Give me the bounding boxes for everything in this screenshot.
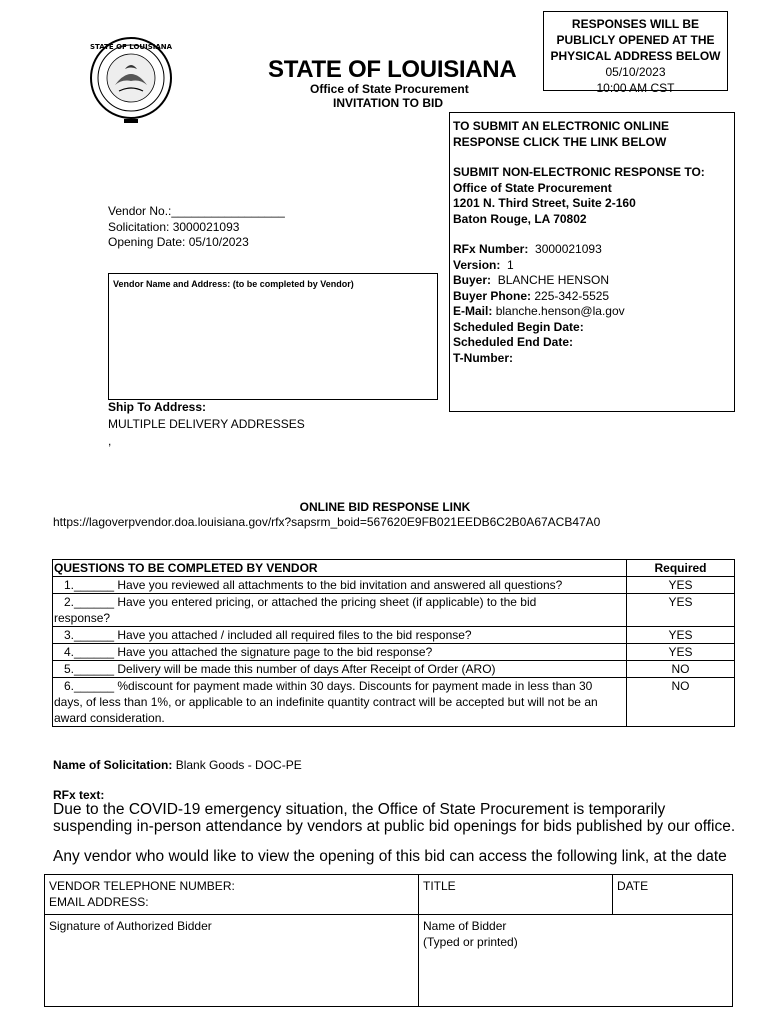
question-cell[interactable]: [53, 661, 627, 678]
required-value: YES: [627, 627, 735, 644]
title-label: TITLE: [423, 879, 456, 893]
required-header: Required: [627, 560, 735, 577]
opening-date: 05/10/2023: [605, 65, 666, 79]
rfx-text-paragraph-2: Any vendor who would like to view the opening of this bid can access the following link, at the date: [53, 848, 727, 865]
question-cell[interactable]: [53, 577, 627, 594]
begin-date-label: Scheduled Begin Date:: [453, 319, 584, 334]
online-bid-link[interactable]: https://lagoverpvendor.doa.louisiana.gov/rfx?sapsrm_boid=567620E9FB021EEDB6C2B0A67ACB47A0: [53, 515, 601, 529]
buyer-label: Buyer:: [453, 273, 492, 287]
vendor-phone-label: VENDOR TELEPHONE NUMBER:: [49, 879, 235, 893]
opening-line-2: PUBLICLY OPENED AT THE: [556, 33, 715, 47]
version-value: 1: [507, 257, 514, 272]
buyer-phone-row: [453, 289, 734, 305]
opening-date-line: Opening Date: 05/10/2023: [108, 235, 249, 249]
question-text: 2.______ Have you entered pricing, or attached the pricing sheet (if applicable) to the bid: [64, 595, 537, 609]
question-cell[interactable]: [53, 678, 627, 727]
opening-line-1: RESPONSES WILL BE: [571, 17, 700, 31]
ship-to-value: MULTIPLE DELIVERY ADDRESSES: [108, 417, 305, 431]
end-date-label: Scheduled End Date:: [453, 335, 574, 349]
solicitation-name: [53, 758, 302, 772]
vendor-email-label: EMAIL ADDRESS:: [49, 895, 149, 909]
questions-header-row: [53, 560, 735, 577]
required-value: YES: [627, 577, 735, 594]
address-line-2: 1201 N. Third Street, Suite 2-160: [453, 196, 636, 210]
ship-to-label: Ship To Address:: [108, 400, 207, 414]
bidder-name-sublabel: (Typed or printed): [423, 935, 518, 949]
buyer-phone-label: Buyer Phone:: [453, 288, 532, 303]
signature-table: [44, 874, 733, 1007]
vendor-name-address-field[interactable]: [108, 273, 438, 400]
vendor-name-address-label: Vendor Name and Address: (to be completed by Vendor): [113, 279, 354, 289]
date-label: DATE: [617, 879, 649, 893]
opening-notice-box: [543, 11, 728, 95]
rfx-number-row: [453, 242, 734, 258]
rfx-text-paragraph-1: Due to the COVID-19 emergency situation, the Office of State Procurement is temporarily suspending in-person attendance by vendors at public bid openings for bids published by our office.: [53, 801, 736, 835]
svg-text:STATE OF LOUISIANA: STATE OF LOUISIANA: [89, 43, 173, 51]
solicitation-name-label: Name of Solicitation:: [53, 758, 173, 772]
question-text: 6.______ %discount for payment made within 30 days. Discounts for payment made in less than 30: [64, 679, 593, 693]
office-name: Office of State Procurement: [310, 82, 469, 96]
question-row: [53, 661, 735, 678]
t-number-label: T-Number:: [453, 350, 513, 365]
bidder-name-field[interactable]: [419, 915, 733, 1007]
question-continuation: response?: [54, 611, 111, 625]
required-value: YES: [627, 594, 735, 627]
document-type: INVITATION TO BID: [333, 96, 443, 110]
buyer-row: [453, 273, 734, 289]
buyer-phone-value: 225-342-5525: [534, 288, 610, 303]
title-field[interactable]: [419, 875, 613, 915]
question-text: 5.______ Delivery will be made this number of days After Receipt of Order (ARO): [64, 662, 496, 676]
opening-time: 10:00 AM CST: [596, 81, 675, 95]
email-label: E-Mail:: [453, 304, 493, 318]
address-line-1: Office of State Procurement: [453, 180, 612, 195]
questions-table: [52, 559, 735, 727]
address-line-3: Baton Rouge, LA 70802: [453, 211, 587, 226]
email-row: [453, 304, 734, 320]
signature-row-bottom: [45, 915, 733, 1007]
required-value: NO: [627, 678, 735, 727]
signature-label: Signature of Authorized Bidder: [49, 919, 212, 933]
electronic-line-1: TO SUBMIT AN ELECTRONIC ONLINE: [453, 119, 669, 133]
date-field[interactable]: [613, 875, 733, 915]
ship-to-extra: ,: [108, 434, 112, 448]
required-value: NO: [627, 661, 735, 678]
ship-to-section: [108, 399, 305, 450]
question-continuation: days, of less than 1%, or applicable to an indefinite quantity contract will be accepted but will not be an award consideration.: [54, 695, 598, 725]
submission-info-box: [449, 112, 735, 412]
question-row: [53, 594, 735, 627]
contact-field[interactable]: [45, 875, 419, 915]
vendor-details: [108, 204, 285, 251]
question-text: 1.______ Have you reviewed all attachments to the bid invitation and answered all questions?: [64, 578, 563, 592]
state-seal-icon: [80, 35, 182, 125]
rfx-text-label: RFx text:: [53, 788, 105, 802]
question-row: [53, 678, 735, 727]
nonelectronic-heading: SUBMIT NON-ELECTRONIC RESPONSE TO:: [453, 165, 705, 179]
bidder-name-label: Name of Bidder: [423, 919, 507, 933]
electronic-line-2: RESPONSE CLICK THE LINK BELOW: [453, 134, 667, 149]
question-cell[interactable]: [53, 594, 627, 627]
opening-line-3: PHYSICAL ADDRESS BELOW: [550, 49, 721, 63]
question-text: 4.______ Have you attached the signature page to the bid response?: [64, 645, 433, 659]
questions-header: QUESTIONS TO BE COMPLETED BY VENDOR: [53, 560, 627, 577]
question-text: 3.______ Have you attached / included all required files to the bid response?: [64, 628, 472, 642]
signature-field[interactable]: [45, 915, 419, 1007]
solicitation-number: Solicitation: 3000021093: [108, 219, 240, 234]
email-link[interactable]: blanche.henson@la.gov: [495, 304, 625, 318]
version-label: Version:: [453, 257, 501, 272]
question-cell[interactable]: [53, 644, 627, 661]
buyer-value: BLANCHE HENSON: [497, 273, 610, 287]
rfx-number-value: 3000021093: [535, 242, 602, 256]
solicitation-name-value: Blank Goods - DOC-PE: [175, 758, 302, 772]
vendor-number: Vendor No.:_________________: [108, 204, 285, 218]
question-row: [53, 644, 735, 661]
question-row: [53, 577, 735, 594]
version-row: [453, 258, 734, 274]
page-title: STATE OF LOUISIANA: [268, 56, 517, 83]
question-row: [53, 627, 735, 644]
online-link-heading: ONLINE BID RESPONSE LINK: [299, 500, 471, 514]
question-cell[interactable]: [53, 627, 627, 644]
rfx-number-label: RFx Number:: [453, 242, 529, 256]
signature-row-top: [45, 875, 733, 915]
required-value: YES: [627, 644, 735, 661]
